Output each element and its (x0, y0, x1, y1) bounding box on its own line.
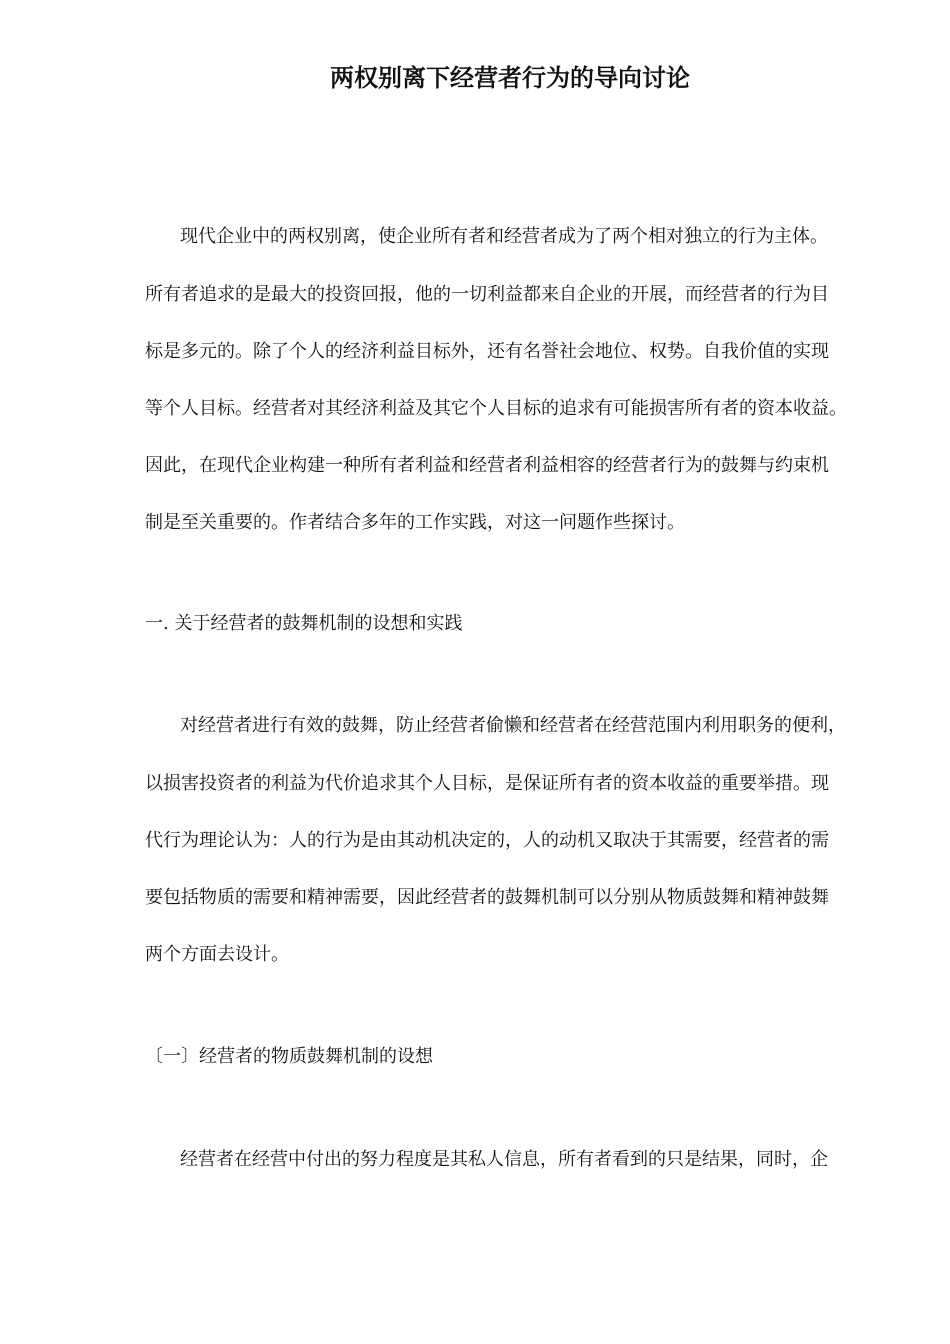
document-title: 两权别离下经营者行为的导向讨论 (330, 63, 690, 92)
paragraph-line: 对经营者进行有效的鼓舞，防止经营者偷懒和经营者在经营范围内利用职务的便利， (180, 715, 846, 736)
paragraph-line: 经营者在经营中付出的努力程度是其私人信息，所有者看到的只是结果，同时，企 (180, 1149, 828, 1170)
paragraph-line: 现代企业中的两权别离，使企业所有者和经营者成为了两个相对独立的行为主体。 (180, 226, 828, 247)
paragraph-line: 代行为理论认为：人的行为是由其动机决定的，人的动机又取决于其需要，经营者的需 (145, 830, 829, 851)
subsection-heading: 〔一〕经营者的物质鼓舞机制的设想 (145, 1046, 433, 1067)
paragraph-line: 等个人目标。经营者对其经济利益及其它个人目标的追求有可能损害所有者的资本收益。 (145, 398, 847, 419)
paragraph-line: 两个方面去设计。 (145, 944, 289, 965)
paragraph-line: 所有者追求的是最大的投资回报，他的一切利益都来自企业的开展，而经营者的行为目 (145, 284, 829, 305)
paragraph-line: 要包括物质的需要和精神需要，因此经营者的鼓舞机制可以分别从物质鼓舞和精神鼓舞 (145, 887, 829, 908)
paragraph-line: 因此，在现代企业构建一种所有者利益和经营者利益相容的经营者行为的鼓舞与约束机 (145, 455, 829, 476)
paragraph-line: 以损害投资者的利益为代价追求其个人目标，是保证所有者的资本收益的重要举措。现 (145, 773, 829, 794)
paragraph-line: 制是至关重要的。作者结合多年的工作实践，对这一问题作些探讨。 (145, 512, 685, 533)
paragraph-line: 标是多元的。除了个人的经济利益目标外，还有名誉社会地位、权势。自我价值的实现 (145, 341, 829, 362)
section-heading: 一. 关于经营者的鼓舞机制的设想和实践 (145, 613, 463, 634)
